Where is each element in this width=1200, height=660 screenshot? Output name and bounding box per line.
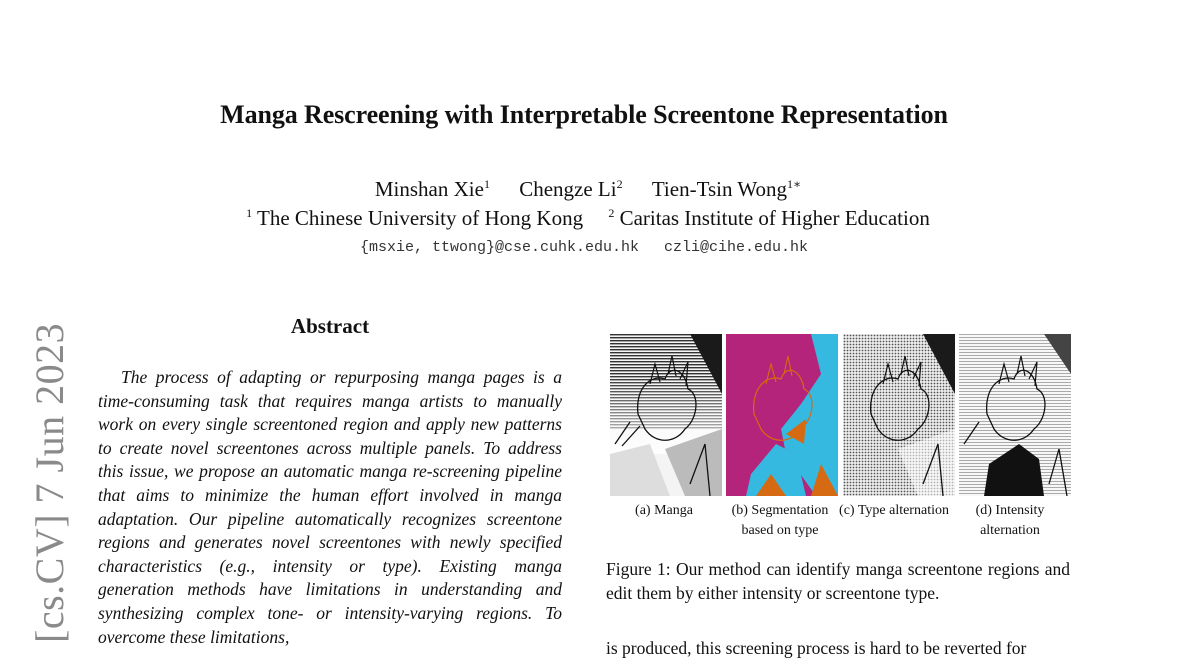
email: czli@cihe.edu.hk (664, 239, 809, 256)
subcaption-d: (d) Intensity alternation (975, 503, 1045, 538)
affiliation: $^2$ Caritas Institute of Higher Education (608, 206, 930, 230)
author: Minshan Xie$^1$ (374, 177, 490, 201)
subcaption-c: (c) Type alternation (839, 503, 949, 518)
author-list (0, 177, 1176, 202)
abstract-heading: Abstract (290, 314, 370, 338)
email: {msxie, ttwong}@cse.cuhk.edu.hk (359, 239, 639, 256)
affiliation-list (0, 206, 1176, 231)
manga-panel-image (610, 334, 722, 496)
figure-panels (610, 334, 1070, 496)
intensity-alternation-panel-image (959, 334, 1071, 496)
right-column-text: is produced, this screening process is hard to be reverted for (606, 638, 1027, 658)
author: Tien-Tsin Wong$^{1∗}$ (651, 177, 802, 201)
figure-caption: Figure 1: Our method can identify manga screentone regions and edit them by either intensity or screentone type. (606, 559, 1070, 603)
segmentation-panel-image (726, 334, 838, 496)
abstract-body: The process of adapting or repurposing manga pages is a time-consuming task that requires manga artists to manually work on every single screentoned region and apply new patterns to create novel screentones across multiple panels. To address this issue, we propose an automatic manga re-screening pipeline that aims to minimize the human effort involved in manga adaptation. Our pipeline automatically recognizes screentone regions and generates novel screentones with newly specified characteristics (e.g., intensity or type). Existing manga generation methods have limitations in understanding and synthesizing complex tone- or intensity-varying regions. To overcome these limitations, (98, 367, 562, 647)
email-list (0, 239, 1168, 256)
type-alternation-panel-image (843, 334, 955, 496)
paper-title: Manga Rescreening with Interpretable Screentone Representation (220, 100, 948, 129)
author: Chengze Li$^2$ (519, 177, 623, 201)
arxiv-side-stamp: [cs.CV] 7 Jun 2023 (27, 322, 72, 643)
affiliation: $^1$ The Chinese University of Hong Kong (246, 206, 584, 230)
subcaption-a: (a) Manga (635, 503, 693, 518)
subcaption-b: (b) Segmentation based on type (731, 503, 829, 538)
